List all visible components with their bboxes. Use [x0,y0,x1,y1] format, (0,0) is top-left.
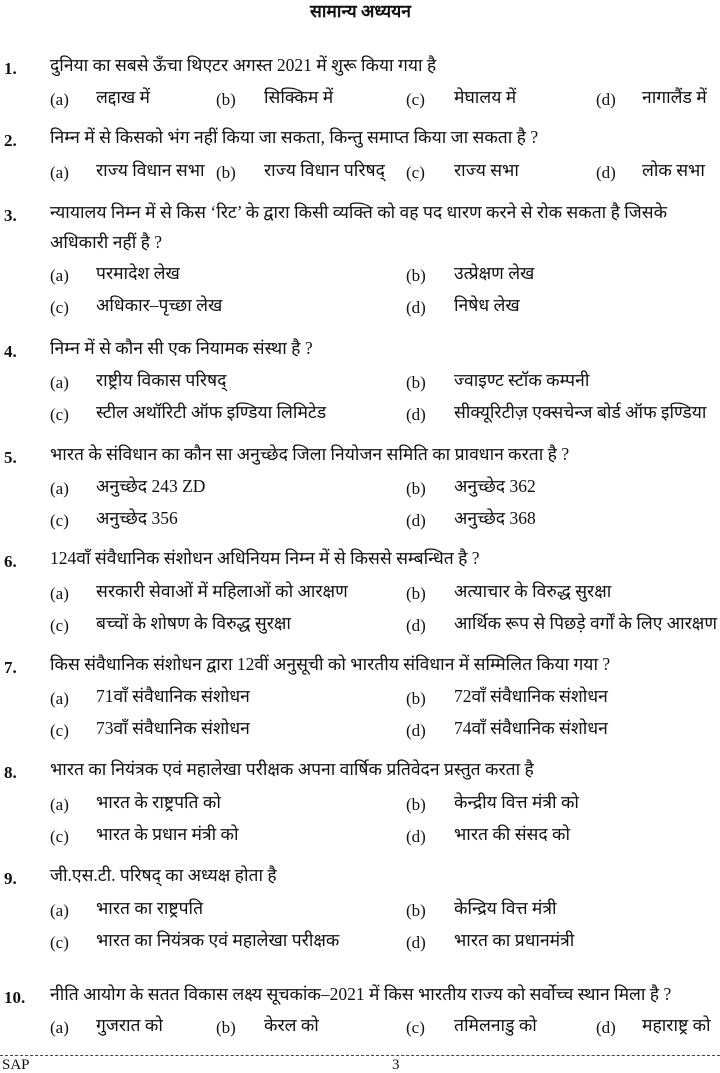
option-label: (d) [596,163,616,182]
option-text: स्टील अथॉरिटी ऑफ इण्डिया लिमिटेड [96,402,327,422]
question-number: 6. [4,552,17,571]
option-label: (c) [406,90,425,109]
option-label: (a) [50,584,69,603]
question-text: अधिकारी नहीं है ? [50,232,163,252]
footer-code: SAP [2,1057,30,1073]
option-text: राज्य विधान सभा [96,160,205,180]
option-text: अधिकार–पृच्छा लेख [96,295,223,315]
option-label: (d) [406,616,426,635]
option-text: आर्थिक रूप से पिछड़े वर्गों के लिए आरक्षण [454,613,718,633]
option-label: (c) [50,721,69,740]
option-label: (d) [406,405,426,424]
option-label: (b) [406,689,426,708]
option-label: (a) [50,795,69,814]
option-text: नागालैंड में [642,87,707,107]
question-text: 124वाँ संवैधानिक संशोधन अधिनियम निम्न में से किससे सम्बन्धित है ? [50,548,480,568]
option-label: (b) [406,373,426,392]
option-label: (b) [216,1018,236,1037]
option-text: भारत के प्रधान मंत्री को [96,824,239,844]
option-label: (a) [50,1018,69,1037]
option-label: (c) [50,827,69,846]
question-number: 9. [4,869,17,888]
option-text: भारत के राष्ट्रपति को [96,792,221,812]
footer-divider [0,1055,720,1056]
option-label: (d) [406,933,426,952]
question-number: 8. [4,763,17,782]
question-text: भारत के संविधान का कौन सा अनुच्छेद जिला नियोजन समिति का प्रावधान करता है ? [50,444,570,464]
question-text: निम्न में से किसको भंग नहीं किया जा सकता, किन्तु समाप्त किया जा सकता है ? [50,127,539,147]
option-label: (c) [50,511,69,530]
option-label: (b) [406,479,426,498]
option-label: (b) [406,266,426,285]
option-text: उत्प्रेक्षण लेख [454,263,535,283]
question-text: भारत का नियंत्रक एवं महालेखा परीक्षक अपना वार्षिक प्रतिवेदन प्रस्तुत करता है [50,759,534,779]
option-label: (d) [406,827,426,846]
option-text: निषेध लेख [454,295,520,315]
question-number: 7. [4,658,17,677]
option-text: परमादेश लेख [96,263,180,283]
question-text: जी.एस.टी. परिषद् का अध्यक्ष होता है [50,865,277,885]
option-label: (a) [50,689,69,708]
option-text: केन्द्रीय वित्त मंत्री को [454,792,579,812]
option-text: राज्य विधान परिषद् [264,160,385,180]
option-text: महाराष्ट्र को [642,1015,711,1035]
option-text: अनुच्छेद 368 [454,508,536,528]
option-label: (c) [406,163,425,182]
option-label: (b) [216,163,236,182]
page-header: सामान्य अध्ययन [310,1,412,21]
option-label: (c) [50,616,69,635]
option-text: अनुच्छेद 362 [454,476,536,496]
option-label: (b) [406,901,426,920]
option-label: (b) [406,584,426,603]
question-number: 10. [4,988,26,1007]
question-text: न्यायालय निम्न में से किस ‘रिट’ के द्वारा किसी व्यक्ति को वह पद धारण करने से रोक सकता है जिसके [50,202,668,222]
question-number: 3. [4,206,17,225]
option-text: अनुच्छेद 243 ZD [96,476,206,496]
option-text: तमिलनाडु को [454,1015,537,1035]
option-text: लद्दाख में [96,87,151,107]
option-label: (a) [50,90,69,109]
option-text: मेघालय में [454,87,517,107]
option-text: 72वाँ संवैधानिक संशोधन [454,686,608,706]
option-text: केन्द्रिय वित्त मंत्री [454,898,557,918]
option-label: (d) [596,90,616,109]
option-label: (c) [50,298,69,317]
option-text: 74वाँ संवैधानिक संशोधन [454,718,608,738]
option-text: गुजरात को [96,1015,163,1035]
question-text: किस संवैधानिक संशोधन द्वारा 12वीं अनुसूची को भारतीय संविधान में सम्मिलित किया गया ? [50,654,611,674]
option-label: (c) [50,405,69,424]
option-text: भारत का राष्ट्रपति [96,898,204,918]
option-text: सीक्यूरिटीज़ एक्सचेन्ज बोर्ड ऑफ इण्डिया [454,402,707,422]
question-number: 5. [4,448,17,467]
question-text: दुनिया का सबसे ऊँचा थिएटर अगस्त 2021 में शुरू किया गया है [50,55,437,75]
option-label: (b) [216,90,236,109]
option-text: 71वाँ संवैधानिक संशोधन [96,686,250,706]
option-text: बच्चों के शोषण के विरुद्ध सुरक्षा [96,613,291,633]
option-text: लोक सभा [642,160,705,180]
option-text: सरकारी सेवाओं में महिलाओं को आरक्षण [96,581,348,601]
option-label: (d) [406,721,426,740]
question-number: 4. [4,342,17,361]
option-text: अनुच्छेद 356 [96,508,178,528]
option-label: (c) [50,933,69,952]
option-text: ज्वाइण्ट स्टॉक कम्पनी [454,370,590,390]
option-text: भारत का नियंत्रक एवं महालेखा परीक्षक [96,930,340,950]
option-label: (a) [50,479,69,498]
question-text: नीति आयोग के सतत विकास लक्ष्य सूचकांक–2021 में किस भारतीय राज्य को सर्वोच्च स्थान मिला है ? [50,984,672,1004]
option-label: (a) [50,901,69,920]
option-label: (a) [50,266,69,285]
question-number: 2. [4,131,17,150]
option-label: (b) [406,795,426,814]
option-label: (a) [50,163,69,182]
option-text: 73वाँ संवैधानिक संशोधन [96,718,250,738]
option-label: (d) [596,1018,616,1037]
question-text: निम्न में से कौन सी एक नियामक संस्था है ? [50,338,313,358]
option-label: (d) [406,298,426,317]
option-label: (d) [406,511,426,530]
option-text: अत्याचार के विरुद्ध सुरक्षा [454,581,612,601]
question-number: 1. [4,59,17,78]
option-label: (c) [406,1018,425,1037]
option-label: (a) [50,373,69,392]
option-text: राष्ट्रीय विकास परिषद् [96,370,227,390]
option-text: राज्य सभा [454,160,519,180]
option-text: भारत की संसद को [454,824,570,844]
option-text: भारत का प्रधानमंत्री [454,930,575,950]
option-text: केरल को [264,1015,319,1035]
option-text: सिक्किम में [264,87,334,107]
page-number: 3 [392,1057,400,1073]
